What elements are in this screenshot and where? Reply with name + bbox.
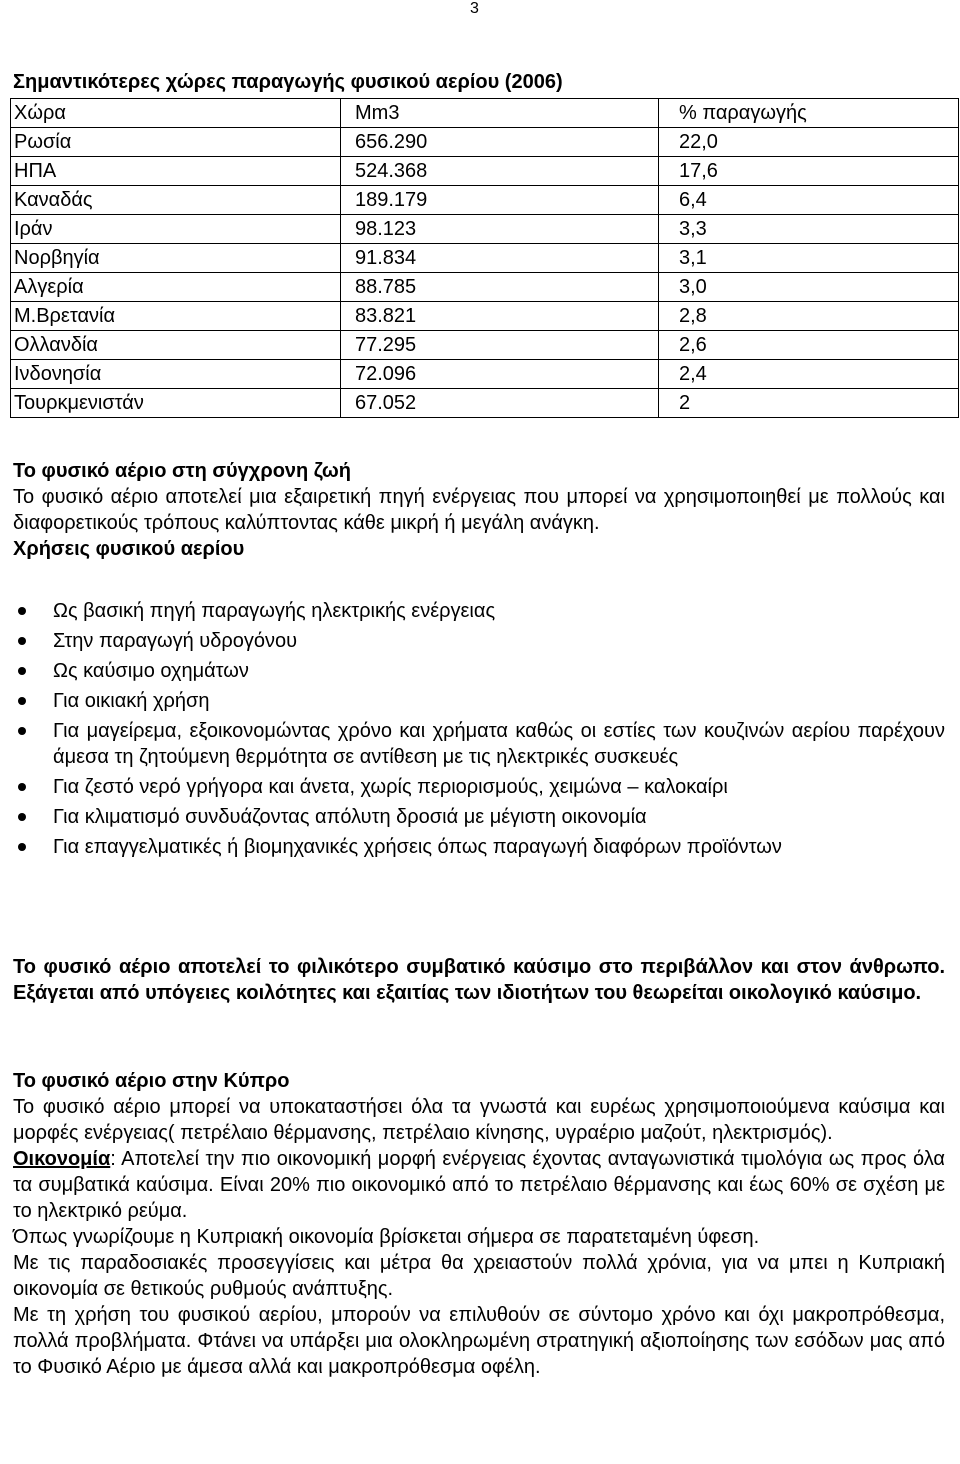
page-number: 3: [470, 0, 479, 17]
table-cell: Μ.Βρετανία: [11, 302, 341, 331]
table-row: [11, 302, 959, 331]
recession-paragraph: Όπως γνωρίζουμε η Κυπριακή οικονομία βρίσκεται σήμερα σε παρατεταμένη ύφεση.: [13, 1226, 760, 1248]
list-item: [13, 628, 945, 654]
table-row: [11, 273, 959, 302]
table-cell: Αλγερία: [11, 273, 341, 302]
traditional-paragraph: Με τις παραδοσιακές προσεγγίσεις και μέτρα θα χρειαστούν πολλά χρόνια, για να μπει η Κυπριακή οικονομία σε θετικούς ρυθμούς ανάπτυξης.: [13, 1252, 945, 1300]
table-cell: 88.785: [341, 273, 659, 302]
table-cell: 2,6: [659, 331, 959, 360]
list-item: [13, 658, 945, 684]
table-row: [11, 360, 959, 389]
table-cell: 17,6: [659, 157, 959, 186]
bullet-icon: [18, 637, 26, 645]
bullet-icon: [18, 813, 26, 821]
table-row: [11, 389, 959, 418]
table-cell: 3,1: [659, 244, 959, 273]
table-cell: 98.123: [341, 215, 659, 244]
table-cell: 2,8: [659, 302, 959, 331]
economy-text: : Αποτελεί την πιο οικονομική μορφή ενέργειας έχοντας ανταγωνιστικά τιμολόγια ως προς όλα τα συμβατικά καύσιμα. Είναι 20% πιο οικονομικό από το πετρέλαιο θέρμανσης και έως 60% σε σχέση με το ηλεκτρικό ρεύμα.: [13, 1148, 945, 1222]
table-cell: 3,3: [659, 215, 959, 244]
table-cell: Ολλανδία: [11, 331, 341, 360]
list-item-text: Για επαγγελματικές ή βιομηχανικές χρήσεις όπως παραγωγή διαφόρων προϊόντων: [53, 836, 782, 858]
list-item: [13, 598, 945, 624]
table-row: [11, 128, 959, 157]
table-cell: Καναδάς: [11, 186, 341, 215]
modern-life-heading: Το φυσικό αέριο στη σύγχρονη ζωή: [13, 460, 351, 482]
cyprus-section: [13, 1068, 945, 1380]
table-cell: Ρωσία: [11, 128, 341, 157]
table-cell: 2,4: [659, 360, 959, 389]
table-header-row: [11, 99, 959, 128]
table-cell: Τουρκμενιστάν: [11, 389, 341, 418]
list-item-text: Για οικιακή χρήση: [53, 690, 210, 712]
bullet-icon: [18, 697, 26, 705]
table-cell: ΗΠΑ: [11, 157, 341, 186]
bullet-icon: [18, 607, 26, 615]
table-cell: 189.179: [341, 186, 659, 215]
table-row: [11, 244, 959, 273]
table-header-cell: Χώρα: [11, 99, 341, 128]
table-cell: Ιράν: [11, 215, 341, 244]
economy-label: Οικονομία: [13, 1148, 111, 1170]
list-item: [13, 774, 945, 800]
table-header-cell: % παραγωγής: [659, 99, 959, 128]
list-item: [13, 718, 945, 770]
table-cell: 22,0: [659, 128, 959, 157]
table-header-cell: Mm3: [341, 99, 659, 128]
bullet-icon: [18, 727, 26, 735]
solution-paragraph: Με τη χρήση του φυσικού αερίου, μπορούν να επιλυθούν σε σύντομο χρόνο και όχι μακροπρόθεσμα, πολλά προβλήματα. Φτάνει να υπάρξει μια ολοκληρωμένη στρατηγική αξιοποίησης των εσόδων μας από το Φυσικό Αέριο με άμεσα αλλά και μακροπρόθεσμα οφέλη.: [13, 1304, 945, 1378]
list-item-text: Ως καύσιμο οχημάτων: [53, 660, 249, 682]
table-cell: 77.295: [341, 331, 659, 360]
economy-paragraph: [13, 1146, 945, 1224]
list-item-text: Ως βασική πηγή παραγωγής ηλεκτρικής ενέργειας: [53, 600, 496, 622]
list-item-text: Στην παραγωγή υδρογόνου: [53, 630, 298, 652]
table-cell: 2: [659, 389, 959, 418]
bullet-icon: [18, 667, 26, 675]
table-row: [11, 186, 959, 215]
table-row: [11, 157, 959, 186]
modern-life-text: Το φυσικό αέριο αποτελεί μια εξαιρετική πηγή ενέργειας που μπορεί να χρησιμοποιηθεί με πολλούς και διαφορετικούς τρόπους καλύπτοντας κάθε μικρή ή μεγάλη ανάγκη.: [13, 486, 945, 534]
table-cell: 524.368: [341, 157, 659, 186]
list-item-text: Για μαγείρεμα, εξοικονομώντας χρόνο και χρήματα καθώς οι εστίες των κουζινών αερίου παρέχουν άμεσα τη ζητούμενη θερμότητα σε αντίθεση με τις ηλεκτρικές συσκευές: [53, 720, 945, 768]
table-title: Σημαντικότερες χώρες παραγωγής φυσικού αερίου (2006): [13, 71, 563, 93]
table-cell: 72.096: [341, 360, 659, 389]
cyprus-intro: Το φυσικό αέριο μπορεί να υποκαταστήσει όλα τα γνωστά και ευρέως χρησιμοποιούμενα καύσιμα και μορφές ενέργειας( πετρέλαιο θέρμανσης, πετρέλαιο κίνησης, υγραέριο μαζούτ, ηλεκτρισμός).: [13, 1096, 945, 1144]
uses-heading: Χρήσεις φυσικού αερίου: [13, 538, 245, 560]
table-cell: Νορβηγία: [11, 244, 341, 273]
table-cell: 656.290: [341, 128, 659, 157]
table-row: [11, 331, 959, 360]
table-cell: 67.052: [341, 389, 659, 418]
list-item: [13, 688, 945, 714]
cyprus-heading: Το φυσικό αέριο στην Κύπρο: [13, 1070, 290, 1092]
list-item-text: Για ζεστό νερό γρήγορα και άνετα, χωρίς περιορισμούς, χειμώνα – καλοκαίρι: [53, 776, 728, 798]
eco-statement: Το φυσικό αέριο αποτελεί το φιλικότερο συμβατικό καύσιμο στο περιβάλλον και στον άνθρωπο. Εξάγεται από υπόγειες κοιλότητες και εξαιτίας των ιδιοτήτων του θεωρείται οικολογικό καύσιμο.: [13, 956, 945, 1004]
bullet-icon: [18, 783, 26, 791]
list-item: [13, 834, 945, 860]
list-item: [13, 804, 945, 830]
production-table: [10, 98, 959, 418]
list-item-text: Για κλιματισμό συνδυάζοντας απόλυτη δροσιά με μέγιστη οικονομία: [53, 806, 647, 828]
modern-life-section: [13, 458, 945, 562]
table-cell: 6,4: [659, 186, 959, 215]
table-cell: 83.821: [341, 302, 659, 331]
table-cell: 91.834: [341, 244, 659, 273]
bullet-icon: [18, 843, 26, 851]
uses-list: [13, 598, 945, 864]
table-cell: Ινδονησία: [11, 360, 341, 389]
table-row: [11, 215, 959, 244]
table-cell: 3,0: [659, 273, 959, 302]
